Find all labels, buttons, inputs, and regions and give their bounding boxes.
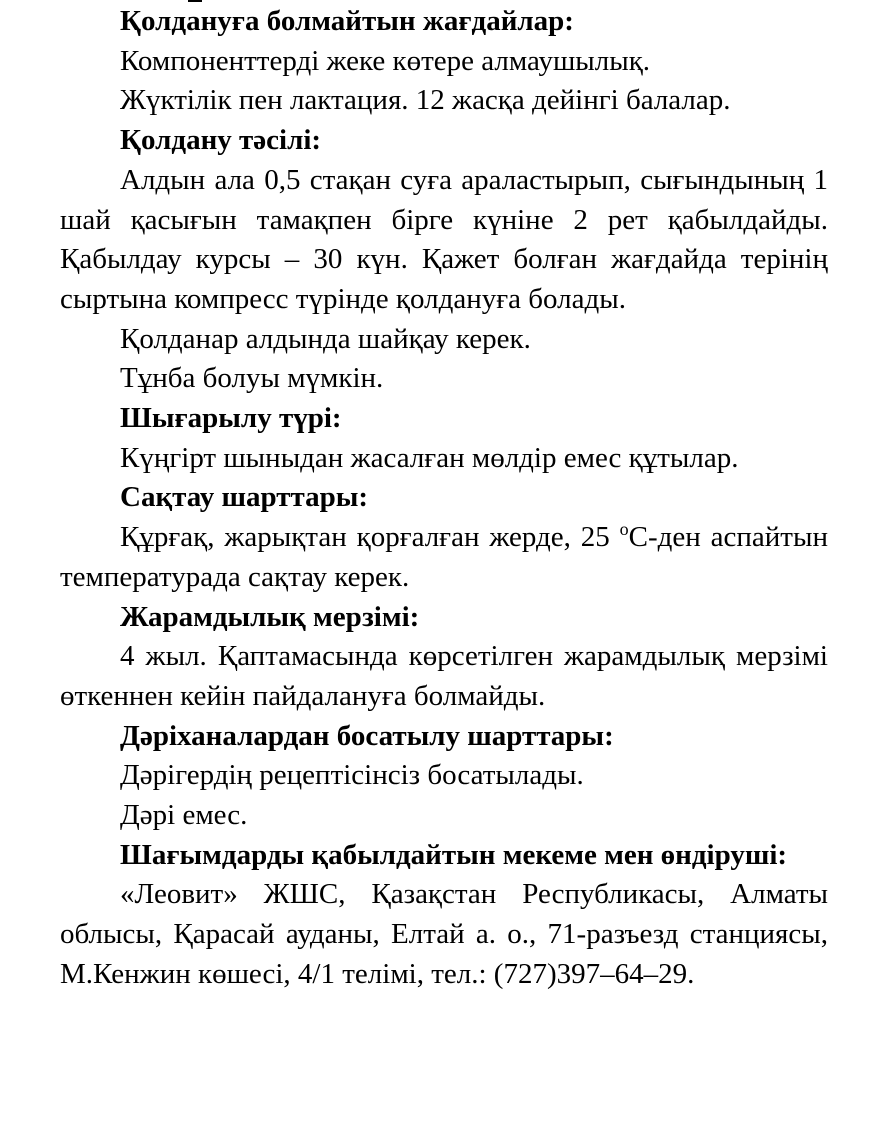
manufacturer-heading: Шағымдарды қабылдайтын мекеме мен өндіруші: <box>120 838 788 871</box>
contraindications-line-1: Компоненттерді жеке көтере алмаушылық. <box>120 44 651 77</box>
dispensing-line-2: Дәрі емес. <box>120 799 248 832</box>
shelf-life-heading: Жарамдылық мерзімі: <box>120 600 420 633</box>
usage-paragraph: Алдын ала 0,5 стақан суға араластырып, сығындының 1 шай қасығын тамақпен бірге күніне 2 рет қабылдайды. Қабылдау курсы – 30 күн. Қажет болған жағдайда терінің сыртына компресс түрінде қолдануға болады. <box>60 163 828 315</box>
dispensing-heading: Дәріханалардан босатылу шарттары: <box>120 719 614 752</box>
document-page <box>60 0 828 995</box>
cropped-text-remnant <box>188 0 228 2</box>
usage-line-sediment: Тұнба болуы мүмкін. <box>120 362 384 395</box>
contraindications-line-2: Жүктілік пен лактация. 12 жасқа дейінгі балалар. <box>120 84 731 117</box>
storage-text-before: Құрғақ, жарықтан қорғалған жерде, 25 <box>120 521 620 554</box>
shelf-life-paragraph: 4 жыл. Қаптамасында көрсетілген жарамдылық мерзімі өткеннен кейін пайдалануға болмайды. <box>60 640 828 712</box>
storage-paragraph <box>60 518 828 597</box>
manufacturer-paragraph: «Леовит» ЖШС, Қазақстан Республикасы, Алматы облысы, Қарасай ауданы, Елтай а. о., 71-разъезд станциясы, М.Кенжин көшесі, 4/1 телімі, тел.: (727)397–64–29. <box>60 878 828 990</box>
dispensing-line-1: Дәрігердің рецептісінсіз босатылады. <box>120 759 584 792</box>
degree-mark: о <box>619 519 629 540</box>
contraindications-heading: Қолдануға болмайтын жағдайлар: <box>120 5 574 37</box>
form-line: Күңгірт шыныдан жасалған мөлдір емес құтылар. <box>120 441 739 474</box>
usage-heading: Қолдану тәсілі: <box>120 124 322 157</box>
form-heading: Шығарылу түрі: <box>120 402 342 435</box>
usage-line-shake: Қолданар алдында шайқау керек. <box>120 322 531 355</box>
storage-heading: Сақтау шарттары: <box>120 481 369 514</box>
storage-text-after: С-ден аспайтын температурада сақтау керек. <box>60 521 828 593</box>
